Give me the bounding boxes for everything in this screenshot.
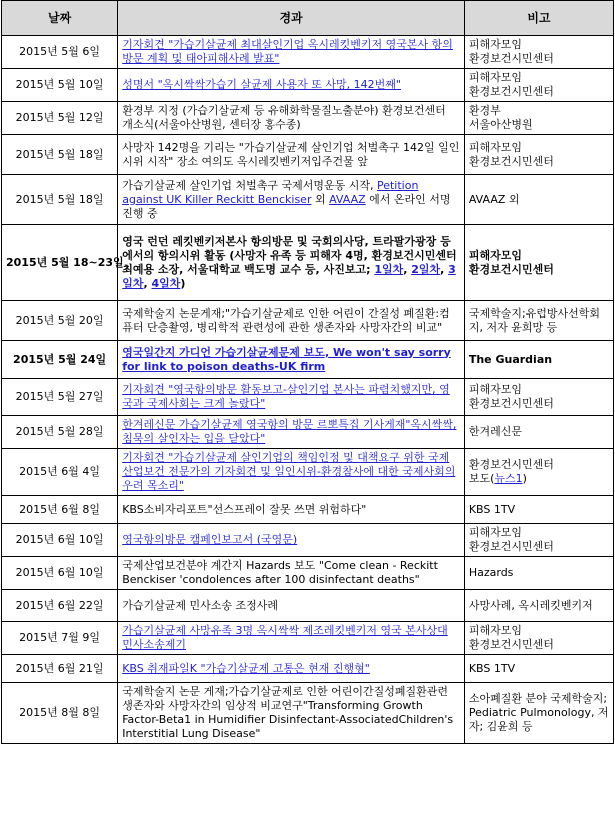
date-cell: 2015년 5월 18일 xyxy=(2,135,118,175)
date-cell: 2015년 6월 21일 xyxy=(2,655,118,683)
note-text-line: 피해자모임 xyxy=(468,38,522,51)
note-text-line: 소아폐질환 분야 국제학술지; Pediatric Pulmonology, 저자; 김윤희 등 xyxy=(468,692,609,733)
note-text-line: KBS 1TV xyxy=(468,661,516,675)
result-text: 사망자 142명을 기리는 "가습기살균제 살인기업 처벌촉구 142일 일인시위 시작" 장소 여의도 옥시레킷벤키저입주건물 앞 xyxy=(122,140,460,168)
result-text: 외 xyxy=(311,192,330,206)
result-link[interactable]: 기자회견 "가습기살균제 살인기업의 책임인정 및 대책요구 위한 국제산업보건 전문가의 기자회견 및 일인시위-환경참사에 대한 국제사회의 우려 목소리" xyxy=(122,451,456,492)
note-text-line: 환경보건시민센터 xyxy=(468,262,554,276)
date-cell: 2015년 5월 10일 xyxy=(2,69,118,102)
note-cell xyxy=(464,135,613,175)
date-cell: 2015년 5월 18~23일 xyxy=(2,225,118,301)
table-row xyxy=(2,379,614,416)
date-cell: 2015년 7월 9일 xyxy=(2,622,118,655)
note-cell xyxy=(464,557,613,590)
result-cell xyxy=(118,341,465,379)
table-row xyxy=(2,301,614,341)
note-text-line: 서울아산병원 xyxy=(468,118,533,131)
note-text-line: 피해자모임 xyxy=(468,383,522,396)
note-cell xyxy=(464,175,613,225)
result-link[interactable]: 기자회견 "영국항의방문 활동보고-살인기업 본사는 파렴치했지만, 영국과 국제사회는 크게 놀랐다" xyxy=(122,383,450,410)
result-cell xyxy=(118,655,465,683)
day-report-link[interactable]: 1일차 xyxy=(374,262,404,276)
header-row xyxy=(2,1,614,36)
note-cell xyxy=(464,225,613,301)
note-cell xyxy=(464,416,613,449)
note-cell xyxy=(464,449,613,496)
result-text: 영국 런던 레킷벤키저본사 항의방문 및 국회의사당, 트라팔가광장 등에서의 항의시위 활동 (사망자 유족 등 피해자 4명, 환경보건시민센터 최예용 소장, 서울대학교 백도명 교수 등, 사진보고; xyxy=(122,234,457,276)
note-text-line: 환경보건시민센터 xyxy=(468,540,554,553)
note-text-line: 환경보건시민센터 xyxy=(468,458,554,471)
result-link[interactable]: Petition against UK Killer Reckitt Benckiser xyxy=(122,178,419,206)
note-text-line: 피해자모임 xyxy=(468,140,522,154)
result-link[interactable]: 기자회견 "가습기살균제 최대살인기업 옥시레킷벤키저 영국본사 항의방문 계획 및 태아피해사례 발표" xyxy=(122,38,453,65)
note-text-line: 피해자모임 xyxy=(468,248,522,262)
table-row xyxy=(2,225,614,301)
date-cell: 2015년 8월 8일 xyxy=(2,683,118,744)
note-cell xyxy=(464,341,613,379)
day-report-link[interactable]: 4일차 xyxy=(151,276,181,290)
table-row xyxy=(2,102,614,135)
note-text-line: 피해자모임 xyxy=(468,624,522,637)
date-cell: 2015년 5월 27일 xyxy=(2,379,118,416)
date-cell: 2015년 5월 28일 xyxy=(2,416,118,449)
result-cell xyxy=(118,683,465,744)
table-row xyxy=(2,449,614,496)
note-text-line: 환경부 xyxy=(468,104,501,117)
result-cell xyxy=(118,301,465,341)
note-text-line: 피해자모임 xyxy=(468,526,522,539)
table-row xyxy=(2,524,614,557)
note-cell xyxy=(464,69,613,102)
note-cell xyxy=(464,622,613,655)
result-cell xyxy=(118,590,465,622)
result-cell xyxy=(118,496,465,524)
day-report-link[interactable]: 2일차 xyxy=(411,262,441,276)
result-link[interactable]: 성명서 "옥시싹싹가습기 살균제 사용자 또 사망, 142번째" xyxy=(122,78,401,91)
note-text-line: 환경보건시민센터 xyxy=(468,154,554,168)
news-link[interactable]: 뉴스1 xyxy=(494,472,523,485)
note-text-line: 환경보건시민센터 xyxy=(468,397,554,410)
note-cell xyxy=(464,590,613,622)
result-cell xyxy=(118,622,465,655)
table-row xyxy=(2,622,614,655)
note-text-line: 피해자모임 xyxy=(468,71,522,84)
result-cell: 영국 런던 레킷벤키저본사 항의방문 및 국회의사당, 트라팔가광장 등에서의 항의시위 활동 (사망자 유족 등 피해자 4명, 환경보건시민센터 최예용 소장, 서울대학교 백도명 교수 등, 사진보고; 1일차, 2일차, 3일차, 4일차) xyxy=(118,225,465,301)
result-link[interactable]: AVAAZ xyxy=(329,192,366,206)
date-cell: 2015년 6월 4일 xyxy=(2,449,118,496)
date-cell: 2015년 6월 10일 xyxy=(2,557,118,590)
result-link[interactable]: 영국일간지 가디언 가습기살균제문제 보도, We won't say sorry for link to poison deaths-UK firm xyxy=(122,345,451,373)
result-text: 에서 온라인 서명 진행 중 xyxy=(122,192,451,220)
note-text-line: 보도( xyxy=(468,472,495,485)
result-cell xyxy=(118,449,465,496)
result-cell xyxy=(118,557,465,590)
note-cell xyxy=(464,36,613,69)
result-text: 가습기살균제 민사소송 조정사례 xyxy=(122,598,278,612)
date-cell: 2015년 5월 6일 xyxy=(2,36,118,69)
date-cell: 2015년 5월 24일 xyxy=(2,341,118,379)
note-cell xyxy=(464,301,613,341)
table-row xyxy=(2,36,614,69)
header-date: 날짜 xyxy=(2,1,118,36)
table-row xyxy=(2,557,614,590)
result-cell xyxy=(118,175,465,225)
note-text-line: AVAAZ 외 xyxy=(468,192,520,206)
result-cell xyxy=(118,36,465,69)
table-row xyxy=(2,496,614,524)
day-report-link[interactable]: 3일차 xyxy=(122,262,456,290)
result-cell xyxy=(118,379,465,416)
note-text-line: 환경보건시민센터 xyxy=(468,85,554,98)
note-cell xyxy=(464,102,613,135)
note-cell xyxy=(464,655,613,683)
note-text-line: 사망사례, 옥시레킷벤키저 xyxy=(468,598,593,612)
table-row xyxy=(2,416,614,449)
result-link[interactable]: 가습기살균제 사망유족 3명 옥시싹싹 제조레킷벤키저 영국 본사상대 민사소송제기 xyxy=(122,624,448,651)
note-cell xyxy=(464,496,613,524)
result-text: 국제산업보건분야 계간지 Hazards 보도 "Come clean - Reckitt Benckiser 'condolences after 100 disinfectant deaths" xyxy=(122,559,438,586)
table-row xyxy=(2,683,614,744)
note-text-line: The Guardian xyxy=(468,352,553,366)
result-link[interactable]: 한겨레신문 가습기살균제 영국항의 방문 르뽀특집 기사게재"옥시싹싹, 침묵의 살인자는 입을 닫았다" xyxy=(122,418,457,445)
table-row xyxy=(2,341,614,379)
result-cell xyxy=(118,416,465,449)
note-text-line: 국제학술지;유럽방사선학회지, 저자 윤희망 등 xyxy=(468,306,601,334)
note-cell xyxy=(464,379,613,416)
timeline-table xyxy=(1,0,614,744)
date-cell: 2015년 5월 18일 xyxy=(2,175,118,225)
date-cell: 2015년 6월 22일 xyxy=(2,590,118,622)
header-note: 비고 xyxy=(464,1,613,36)
result-text: ) xyxy=(180,276,186,290)
date-cell: 2015년 5월 20일 xyxy=(2,301,118,341)
note-text-line: KBS 1TV xyxy=(468,502,516,516)
result-cell xyxy=(118,69,465,102)
date-cell: 2015년 6월 8일 xyxy=(2,496,118,524)
result-cell xyxy=(118,524,465,557)
note-text-line: 한겨레신문 xyxy=(468,425,522,438)
table-row xyxy=(2,175,614,225)
table-row xyxy=(2,135,614,175)
result-cell xyxy=(118,135,465,175)
table-row xyxy=(2,590,614,622)
result-text: 환경부 지정 (가습기살균제 등 유해화학물질노출분야) 환경보건센터 개소식(서울아산병원, 센터장 홍수종) xyxy=(122,104,446,131)
note-text-line: 환경보건시민센터 xyxy=(468,52,554,65)
table-row xyxy=(2,655,614,683)
result-text: 국제학술지 논문 게재;가습기살균제로 인한 어린이간질성폐질환관련 생존자와 사망자간의 임상적 비교연구"Transforming Growth Factor-Beta1 in Humidifier Disinfectant-AssociatedChildren's Interstitial Lung Disease" xyxy=(122,685,454,740)
result-text: KBS소비자리포트"선스프레이 잘못 쓰면 위험하다" xyxy=(122,502,367,516)
result-link[interactable]: KBS 취재파일K "가습기살균제 고통은 현재 진행형" xyxy=(122,661,370,675)
result-link[interactable]: 영국항의방문 캠페인보고서 (국영문) xyxy=(122,533,298,546)
note-text: ) xyxy=(522,472,527,485)
result-cell xyxy=(118,102,465,135)
result-text: 가습기살균제 살인기업 처벌촉구 국제서명운동 시작, xyxy=(122,178,377,192)
header-result: 경과 xyxy=(118,1,465,36)
date-cell: 2015년 5월 12일 xyxy=(2,102,118,135)
note-text-line: Hazards xyxy=(468,566,514,579)
date-cell: 2015년 6월 10일 xyxy=(2,524,118,557)
note-text-line: 환경보건시민센터 xyxy=(468,638,554,651)
note-cell xyxy=(464,524,613,557)
result-text: 국제학술지 논문게재;"가습기살균제로 인한 어린이 간질성 폐질환:컴퓨터 단층촬영, 병리학적 관련성에 관한 생존자와 사망자간의 비교" xyxy=(122,306,450,334)
table-row xyxy=(2,69,614,102)
note-cell xyxy=(464,683,613,744)
